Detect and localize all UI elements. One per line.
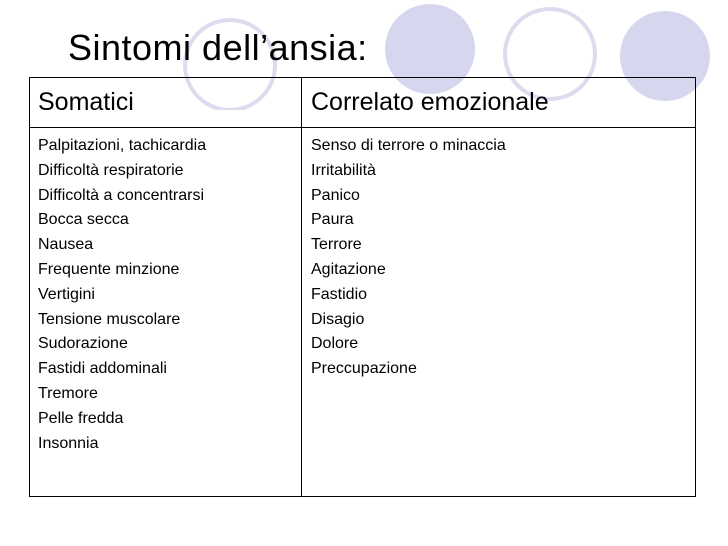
list-item: Nausea — [38, 236, 94, 254]
list-item: Vertigini — [38, 285, 95, 303]
list-item: Sudorazione — [38, 335, 128, 353]
header-divider — [30, 127, 695, 128]
list-item: Bocca secca — [38, 211, 129, 229]
slide-title: Sintomi dell’ansia: — [68, 27, 368, 68]
symptoms-table — [29, 77, 696, 497]
list-item: Disagio — [311, 310, 365, 328]
list-item: Agitazione — [311, 260, 386, 278]
list-item: Fastidio — [311, 285, 368, 303]
list-item: Pelle fredda — [38, 409, 124, 427]
list-item: Tremore — [38, 384, 98, 402]
list-item: Panico — [311, 186, 360, 204]
list-item: Irritabilità — [311, 161, 376, 179]
list-item: Senso di terrore o minaccia — [311, 137, 506, 154]
list-item: Paura — [311, 211, 354, 229]
list-item: Difficoltà respiratorie — [38, 161, 184, 179]
list-item: Fastidi addominali — [38, 360, 167, 378]
list-item: Tensione muscolare — [38, 310, 181, 328]
list-item: Dolore — [311, 335, 359, 353]
list-item: Terrore — [311, 236, 362, 254]
list-item: Insonnia — [38, 434, 99, 452]
list-item: Palpitazioni, tachicardia — [38, 137, 207, 154]
list-item: Preccupazione — [311, 360, 417, 378]
list-item: Difficoltà a concentrarsi — [38, 186, 204, 204]
somatici-list — [38, 134, 206, 456]
emozionale-list — [311, 134, 506, 382]
header-somatici: Somatici — [38, 88, 134, 116]
list-item: Frequente minzione — [38, 260, 180, 278]
header-correlato-emozionale: Correlato emozionale — [311, 88, 549, 116]
column-divider — [301, 78, 302, 496]
